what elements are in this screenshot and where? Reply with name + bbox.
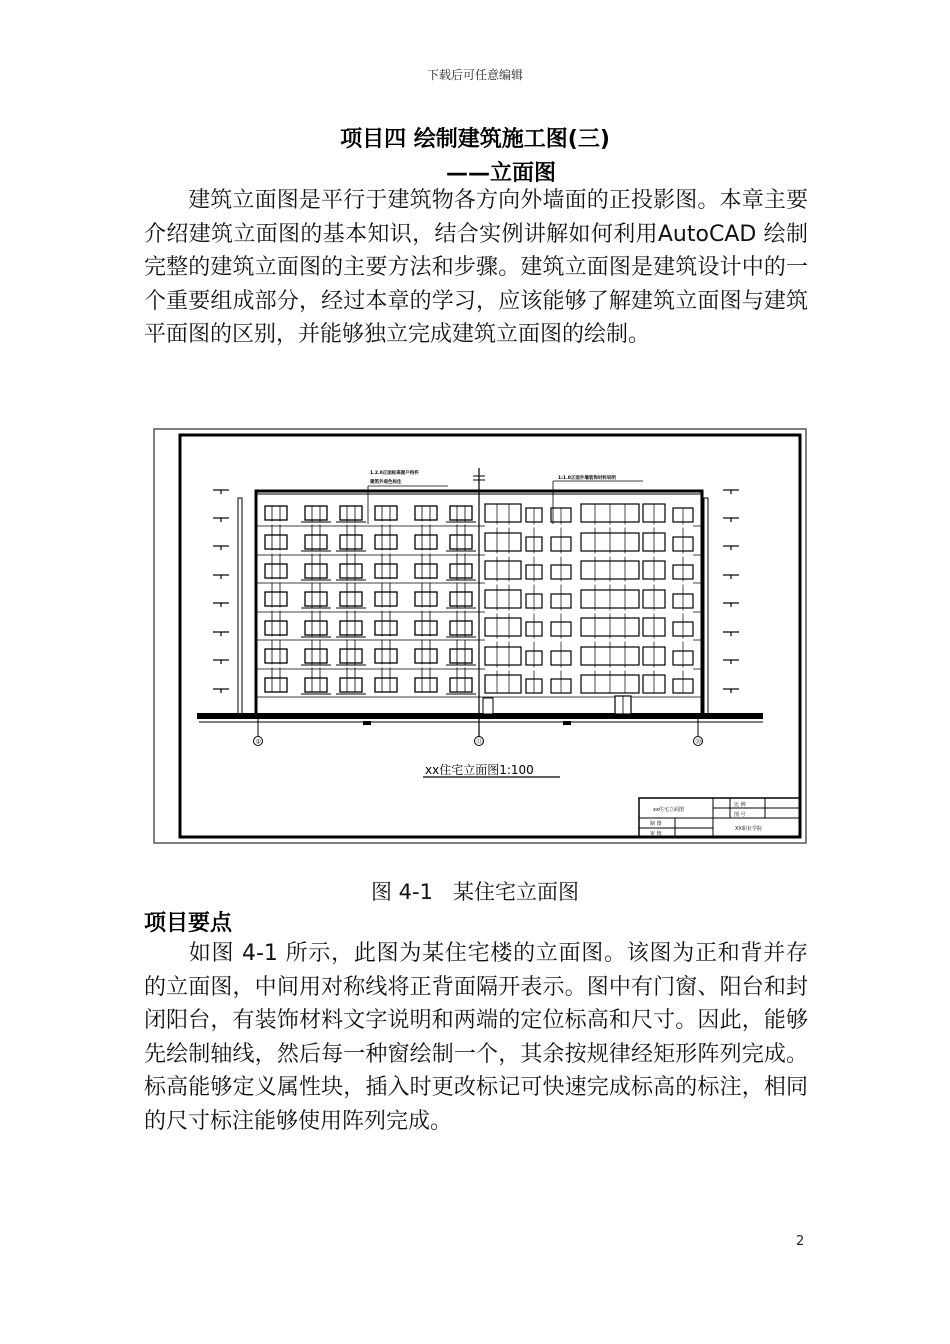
points-text: 如图 4-1 所示，此图为某住宅楼的立面图。该图为正和背并存的立面图，中间用对称线将正背面隔开表示。图中有门窗、阳台和封闭阳台，有装饰材料文字说明和两端的定位标高和尺寸。因此，能够先绘制轴线，然后每一种窗绘制一个，其余按规律经矩形阵列完成。标高能够定义属性块，插入时更改标记可快速完成标高的标注，相同的尺寸标注能够使用阵列完成。	[144, 941, 808, 1134]
chapter-subtitle: ——立面图	[445, 161, 556, 186]
front-door	[483, 698, 493, 714]
annotation-right: 1:1.0正面外墙装饰材料说明	[558, 476, 616, 481]
title-block-name: xx住宅立面图	[653, 807, 684, 813]
caption-label: 图 4-1	[370, 880, 433, 904]
axis-mark-2: ⑪	[476, 738, 483, 746]
header-note: 下载后可任意编辑	[426, 68, 523, 82]
caption-text: 某住宅立面图	[453, 880, 579, 904]
figure-caption	[0, 876, 950, 906]
intro-paragraph	[144, 184, 808, 352]
axis-mark-3: ⑳	[695, 738, 702, 746]
page-number: 2	[796, 1234, 805, 1249]
title-block-drawing-no: 图 号	[734, 812, 746, 818]
title-block-scale: 比 例	[734, 802, 746, 808]
elevation-drawing	[153, 428, 807, 844]
intro-text: 建筑立面图是平行于建筑物各方向外墙面的正投影图。本章主要介绍建筑立面图的基本知识，结合实例讲解如何利用AutoCAD 绘制完整的建筑立面图的主要方法和步骤。建筑立面图是建筑设计中的一个重要组成部分，经过本章的学习，应该能够了解建筑立面图与建筑平面图的区别，并能够独立完成建筑立面图的绘制。	[144, 188, 808, 347]
section-heading: 项目要点	[144, 911, 233, 936]
annotation-left-line2: 建筑外观色标注	[370, 480, 402, 485]
title-block-drawn-by: 制 图	[650, 821, 662, 827]
chapter-title: 项目四 绘制建筑施工图(三)	[340, 127, 610, 152]
axis-mark-1: ①	[255, 738, 261, 746]
points-paragraph	[144, 937, 808, 1138]
drawing-title: xx住宅立面图1:100	[425, 763, 534, 777]
title-block-checked-by: 审 核	[650, 831, 662, 837]
annotation-left-line1: 1.2.0正面标高窗户构件	[370, 471, 419, 476]
title-block-school: XX职业学院	[735, 826, 762, 832]
